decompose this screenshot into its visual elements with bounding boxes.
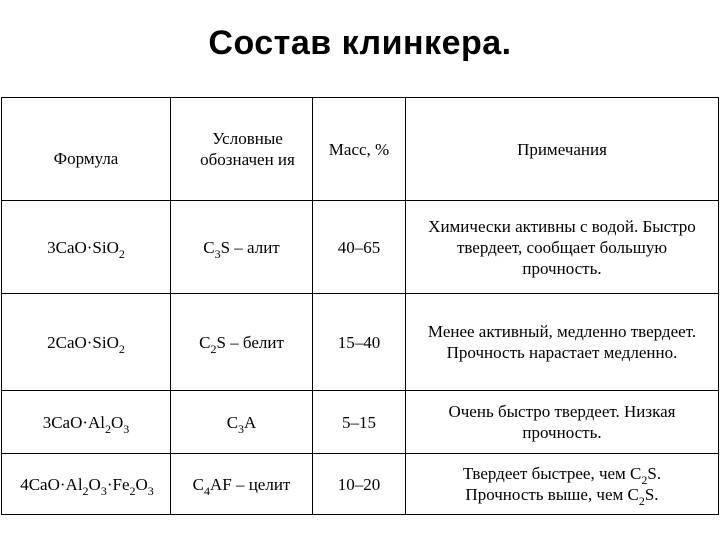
formula-cell: 2CaO·SiO$_2$: [2, 294, 171, 391]
designation-cell: $C_4AF$ – целит: [171, 454, 313, 515]
table-row: [2, 201, 719, 294]
designation-cell: $C_3A$: [171, 391, 313, 454]
formula-cell: $4CaO\cdot Al_2O_3\cdot Fe_2O_3$: [2, 454, 171, 515]
mass-cell: 5–15: [313, 391, 406, 454]
table-row: [2, 391, 719, 454]
table-header-row: [2, 98, 719, 201]
formula-cell: 3CaO·SiO$_2$: [2, 201, 171, 294]
clinker-composition-table: [1, 97, 719, 515]
header-designation: Условные обозначен ия: [171, 98, 313, 201]
designation-cell: $C_3S$ – алит: [171, 201, 313, 294]
header-formula: Формула: [2, 98, 171, 201]
header-mass: Масс, %: [313, 98, 406, 201]
notes-cell: Очень быстро твердеет. Низкая прочность.: [406, 391, 719, 454]
mass-cell: 40–65: [313, 201, 406, 294]
mass-cell: 15–40: [313, 294, 406, 391]
notes-cell: Химически активны с водой. Быстро твердеет, сообщает большую прочность.: [406, 201, 719, 294]
header-notes: Примечания: [406, 98, 719, 201]
notes-cell: Твердеет быстрее, чем $C_2S$. Прочность выше, чем $C_2S$.: [406, 454, 719, 515]
designation-cell: $C_2S$ – белит: [171, 294, 313, 391]
notes-cell: Менее активный, медленно твердеет. Прочность нарастает медленно.: [406, 294, 719, 391]
page-title: Состав клинкера.: [208, 24, 512, 62]
mass-cell: 10–20: [313, 454, 406, 515]
formula-cell: $3CaO\cdot Al_2O_3$: [2, 391, 171, 454]
table-row: [2, 294, 719, 391]
table-row: [2, 454, 719, 515]
